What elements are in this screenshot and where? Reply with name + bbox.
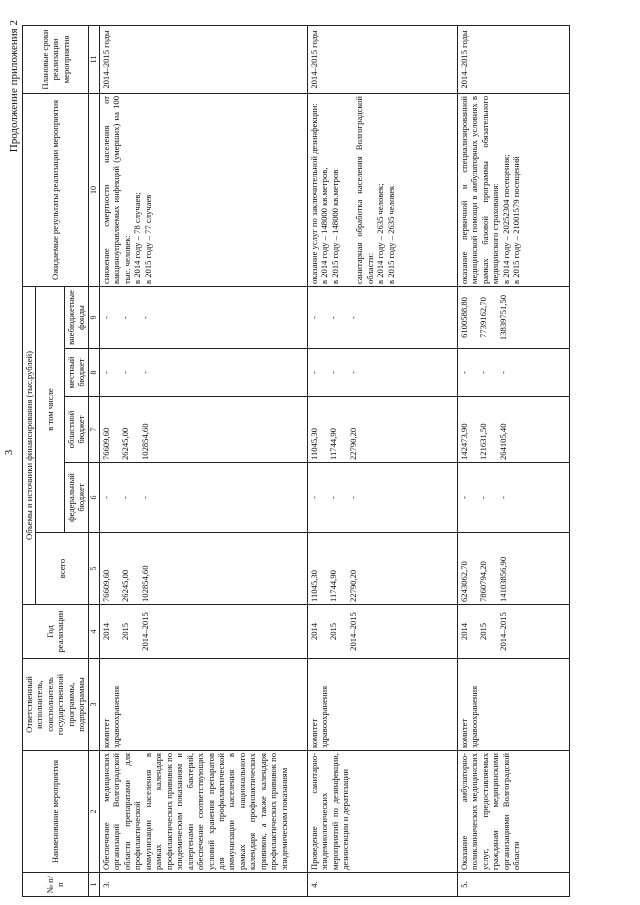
result-line: в 2014 году – 148000 кв.метров, [319,167,330,284]
total-cell: 14103856,90 [497,556,508,602]
executor: комитет здравоохранения [99,659,307,751]
header-name: Наименование мероприятия [23,751,89,873]
offbudget-cell: 13839751,50 [497,294,508,341]
column-number: 3 [88,659,99,751]
federal-cell: - [120,496,131,499]
header-in-that-number: в том числе [36,286,64,532]
page-number: 3 [3,449,15,456]
regional-cell: 76609,60 [100,427,111,460]
regional-cell: 26245,00 [120,427,131,460]
continuation-title: Продолжение приложения 2 [8,20,20,153]
total-cell: 11744,90 [328,570,339,602]
column-number: 5 [88,533,99,605]
year-cell: 2014–2015 [497,612,508,651]
column-number: 7 [88,397,99,463]
local-cell: - [497,371,508,374]
local-cell-group [457,349,569,397]
header-offbudget: внебюджетные фонды [64,286,88,348]
offbudget-cell: - [308,316,319,319]
year-cell: 2015 [328,622,339,641]
column-numbers-row [88,25,99,896]
year-cell: 2014 [458,622,469,641]
expected-results [457,93,569,286]
header-results: Ожидаемые результаты реализации мероприятия [23,93,89,286]
column-number: 6 [88,463,99,533]
total-cell: 6243062,70 [458,561,469,602]
regional-cell-group [99,397,307,463]
result-line: в 2014 году – 78 случаев; [132,192,143,284]
executor: комитет здравоохранения [307,659,457,751]
event-name: Проведение санитарно-эпидемиологических мероприятий по дезинфекции, дезинсекции и дератизации [307,751,457,873]
local-cell: - [100,371,111,374]
event-name: Обеспечение медицинских организаций Волгоградской области препаратами для профилактической иммунизации населения в рамках календаря профилактических прививок по эпидемическим показаниям и аллергенами бактерий, обеспечение соответствующих условий хранения препаратов для профилактической иммунизации населения в рамках национального календаря профилактических прививок, а также календаря профилактических прививок по эпидемическим показаниям [99,751,307,873]
regional-cell: 142473,90 [458,423,469,460]
federal-cell: - [478,496,489,499]
local-cell: - [458,371,469,374]
regional-cell: 11744,90 [328,428,339,460]
result-line: санитарная обработка населения Волгоградской области: [354,95,375,284]
total-cell: 26245,00 [120,569,131,602]
event-name: Оказание амбулаторно-поликлинических медицинских услуг, предоставляемых гражданам медицинскими организациями Волгоградской области [457,751,569,873]
result-line: оказание услуг по заключительной дезинфекции: [308,103,319,284]
federal-cell: - [328,496,339,499]
header-funding-group: Объемы и источники финансирования (тыс.рублей) [23,286,36,604]
expected-results [99,93,307,286]
column-number: 9 [88,286,99,348]
total-cell: 7860794,20 [478,561,489,602]
row-number: 4. [307,873,457,897]
offbudget-cell: 7739162,70 [478,297,489,338]
regional-cell-group [307,397,457,463]
federal-cell: - [497,496,508,499]
table-row [99,25,307,896]
header-executor: Ответственный исполнитель, соисполнитель государственной программы, подпрограммы [23,659,89,751]
offbudget-cell-group [99,286,307,348]
local-cell: - [139,371,150,374]
offbudget-cell: - [100,316,111,319]
year-cell-group [307,605,457,659]
header-year: Год реализации [23,605,89,659]
federal-cell: - [139,496,150,499]
regional-cell-group [457,397,569,463]
offbudget-cell: - [139,316,150,319]
header-total: всего [36,533,88,605]
total-cell: 102854,60 [139,565,150,602]
federal-cell-group [457,463,569,533]
total-cell-group [457,533,569,605]
expected-results [307,93,457,286]
regional-cell: 102854,60 [139,423,150,460]
federal-cell: - [458,496,469,499]
regional-cell: 11045,30 [308,428,319,460]
local-cell: - [478,371,489,374]
year-cell-group [99,605,307,659]
header-local: местный бюджет [64,349,88,397]
total-cell-group [99,533,307,605]
local-cell: - [328,371,339,374]
term: 2014–2015 годы [457,25,569,93]
column-number: 1 [88,873,99,897]
program-table [22,25,570,897]
total-cell-group [307,533,457,605]
year-cell: 2015 [478,622,489,641]
year-cell: 2014 [100,622,111,641]
federal-cell: - [347,496,358,499]
local-cell: - [120,371,131,374]
year-cell: 2014 [308,622,319,641]
regional-cell: 264105,40 [497,423,508,460]
year-cell: 2014–2015 [347,612,358,651]
row-number: 3. [99,873,307,897]
offbudget-cell: - [347,316,358,319]
federal-cell: - [308,496,319,499]
header-term: Плановые сроки реализации мероприятия [23,25,89,93]
local-cell: - [347,371,358,374]
column-number: 2 [88,751,99,873]
local-cell-group [99,349,307,397]
result-line: в 2015 году – 21001579 посещений [511,156,522,284]
table-row [307,25,457,896]
total-cell: 22790,20 [347,569,358,602]
result-line: в 2015 году – 148000 кв.метров [329,169,340,284]
header-num: № п/п [23,873,89,897]
offbudget-cell: - [328,316,339,319]
column-number: 4 [88,605,99,659]
local-cell-group [307,349,457,397]
year-cell: 2014–2015 [139,612,150,651]
result-line: оказание первичной и специализированной медицинской помощи в амбулаторных условиях в рамках базовой программы обязательного медицинского страхования: [458,95,501,284]
header-regional: областной бюджет [64,397,88,463]
year-cell-group [457,605,569,659]
result-line: в 2015 году – 2635 человек [385,185,396,284]
local-cell: - [308,371,319,374]
offbudget-cell: 6100588,80 [458,297,469,338]
result-line: в 2014 году – 2635 человек; [375,183,386,284]
column-number: 11 [88,25,99,93]
regional-cell: 22790,20 [347,427,358,460]
executor: комитет здравоохранения [457,659,569,751]
total-cell: 76609,60 [100,569,111,602]
year-cell: 2015 [120,622,131,641]
federal-cell-group [99,463,307,533]
table-row [457,25,569,896]
term: 2014–2015 годы [307,25,457,93]
federal-cell: - [100,496,111,499]
result-line: снижение смертности населения от вакциноуправляемых инфекций (умерших) на 100 тыс. человек: [100,95,132,284]
offbudget-cell-group [307,286,457,348]
total-cell: 11045,30 [308,570,319,602]
term: 2014–2015 годы [99,25,307,93]
column-number: 8 [88,349,99,397]
row-number: 5. [457,873,569,897]
regional-cell: 121631,50 [478,423,489,460]
federal-cell-group [307,463,457,533]
result-line: в 2014 году – 20252304 посещения; [500,154,511,284]
header-federal: федеральный бюджет [64,463,88,533]
offbudget-cell: - [120,316,131,319]
result-line: в 2015 году – 77 случаев [142,194,153,284]
column-number: 10 [88,93,99,286]
offbudget-cell-group [457,286,569,348]
